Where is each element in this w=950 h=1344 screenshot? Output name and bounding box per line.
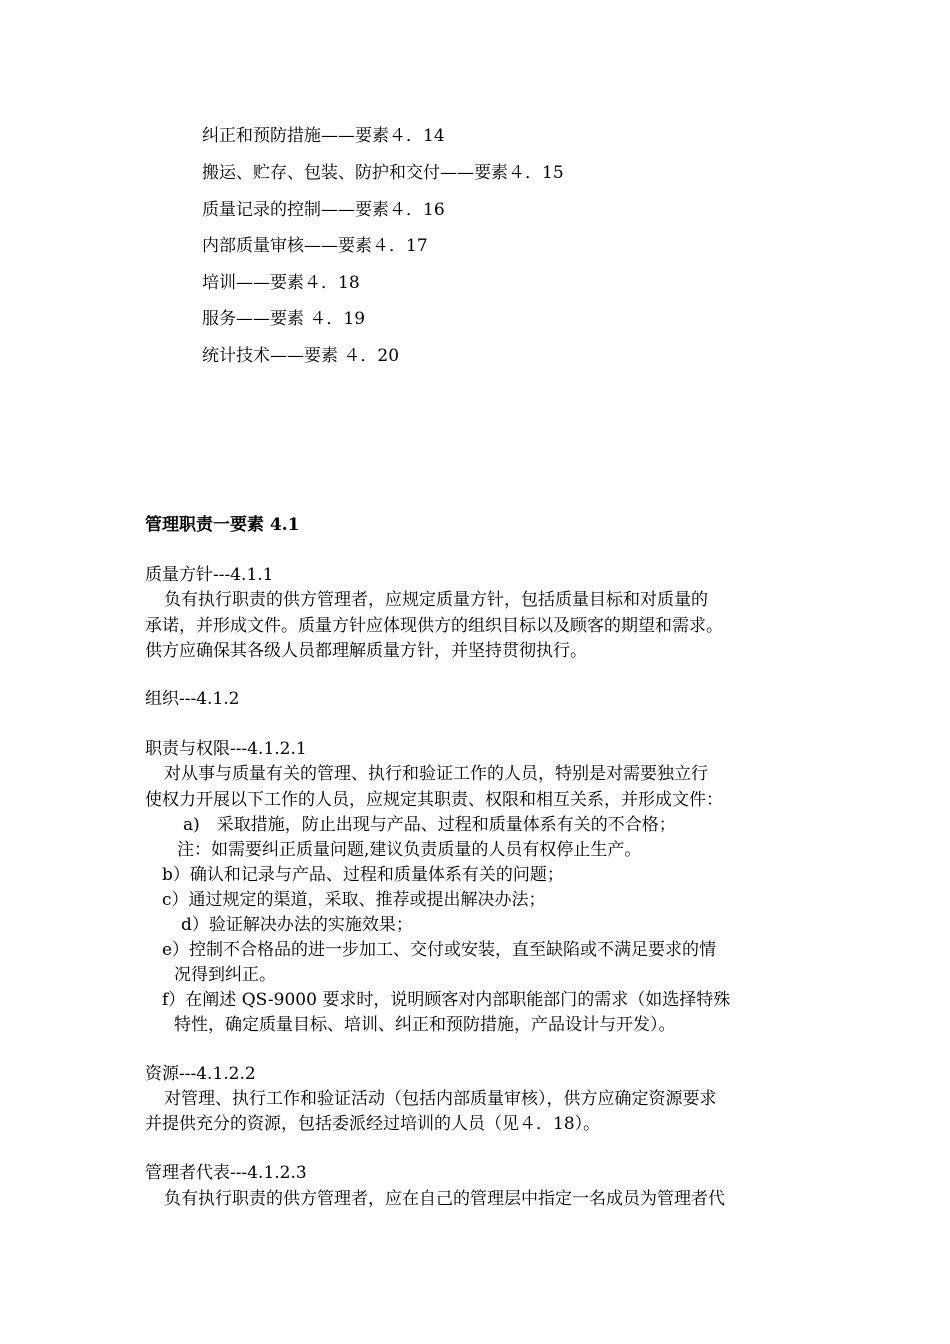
- list-item-continuation: 特性，确定质量目标、培训、纠正和预防措施，产品设计与开发）。: [174, 1015, 676, 1035]
- note-line: 注：如需要纠正质量问题,建议负责质量的人员有权停止生产。: [177, 840, 642, 860]
- organization-heading: 组织---4.1.2: [145, 689, 240, 709]
- list-item: e）控制不合格品的进一步加工、交付或安装，直至缺陷或不满足要求的情: [162, 940, 717, 960]
- paragraph-line: 承诺，并形成文件。质量方针应体现供方的组织目标以及顾客的期望和需求。: [145, 616, 723, 636]
- list-item: d）验证解决办法的实施效果；: [181, 915, 413, 935]
- toc-item: 纠正和预防措施——要素４．14: [202, 126, 445, 146]
- toc-item: 内部质量审核——要素４．17: [202, 236, 428, 256]
- list-item: f）在阐述 QS-9000 要求时，说明顾客对内部职能部门的需求（如选择特殊: [162, 990, 731, 1010]
- list-item: b）确认和记录与产品、过程和质量体系有关的问题；: [162, 865, 564, 885]
- paragraph-line: 对管理、执行工作和验证活动（包括内部质量审核），供方应确定资源要求: [164, 1089, 717, 1109]
- paragraph-line: 供方应确保其各级人员都理解质量方针，并坚持贯彻执行。: [145, 641, 587, 661]
- toc-item: 培训——要素４．18: [202, 273, 360, 293]
- section-title: 管理职责一要素 4.1: [145, 515, 300, 535]
- paragraph-line: 负有执行职责的供方管理者，应规定质量方针，包括质量目标和对质量的: [164, 590, 708, 610]
- toc-item: 统计技术——要素 ４．20: [202, 346, 400, 366]
- responsibility-heading: 职责与权限---4.1.2.1: [145, 739, 307, 759]
- management-rep-heading: 管理者代表---4.1.2.3: [145, 1163, 307, 1183]
- list-item: a) 采取措施，防止出现与产品、过程和质量体系有关的不合格；: [183, 815, 676, 835]
- paragraph-line: 并提供充分的资源，包括委派经过培训的人员（见４．18）。: [145, 1114, 601, 1134]
- resources-heading: 资源---4.1.2.2: [145, 1064, 256, 1084]
- toc-item: 服务——要素 ４．19: [202, 309, 366, 329]
- quality-policy-heading: 质量方针---4.1.1: [145, 565, 274, 585]
- list-item: c）通过规定的渠道，采取、推荐或提出解决办法；: [162, 890, 546, 910]
- paragraph-line: 对从事与质量有关的管理、执行和验证工作的人员，特别是对需要独立行: [164, 764, 708, 784]
- list-item-continuation: 况得到纠正。: [174, 965, 276, 985]
- toc-item: 搬运、贮存、包装、防护和交付——要素４．15: [202, 163, 564, 183]
- toc-item: 质量记录的控制——要素４．16: [202, 200, 445, 220]
- paragraph-line: 使权力开展以下工作的人员，应规定其职责、权限和相互关系，并形成文件：: [145, 790, 723, 810]
- paragraph-line: 负有执行职责的供方管理者，应在自己的管理层中指定一名成员为管理者代: [164, 1189, 725, 1209]
